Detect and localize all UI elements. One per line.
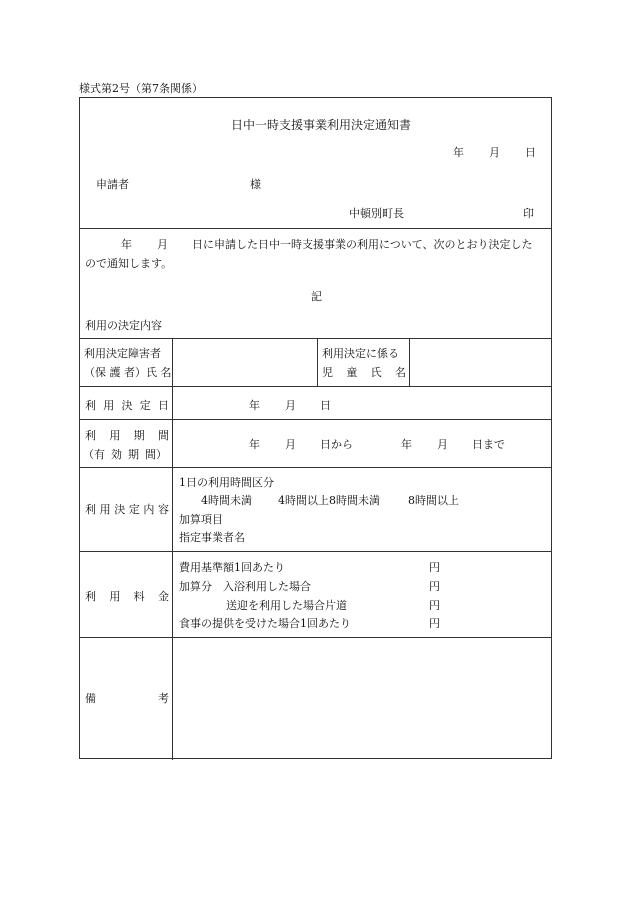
fee-unit: 円	[429, 599, 440, 612]
label-char: 考	[158, 692, 169, 705]
period-day-to: 日まで	[472, 438, 505, 451]
decision-date-day: 日	[320, 399, 331, 412]
decision-date-label	[85, 397, 169, 413]
label-char: 金	[157, 590, 169, 603]
ki-heading: 記	[311, 290, 322, 303]
label-char: 利	[85, 429, 96, 442]
decision-date-year: 年	[249, 399, 260, 412]
child-label-line2	[322, 364, 406, 380]
period-month-from: 月	[285, 438, 296, 451]
form-title: 日中一時支援事業利用決定通知書	[231, 118, 412, 132]
decision-heading: 利用の決定内容	[85, 319, 162, 332]
form-number: 様式第2号（第7条関係）	[79, 82, 203, 95]
notice-year: 年	[121, 238, 132, 251]
label-char: 備	[85, 692, 96, 705]
label-char: 定	[128, 503, 140, 516]
child-label-char: 名	[394, 366, 406, 379]
label-char: 利	[85, 503, 96, 516]
label-char: 利	[85, 590, 96, 603]
fee-item-meal: 食事の提供を受けた場合1回あたり	[179, 617, 351, 630]
issuer-seal: 印	[523, 207, 534, 220]
fee-label	[85, 588, 169, 604]
fee-item-transport: 送迎を利用した場合片道	[226, 599, 347, 612]
divider	[80, 467, 551, 468]
fee-unit: 円	[429, 561, 440, 574]
notice-line1: 日に申請した日中一時支援事業の利用について、次のとおり決定した	[192, 238, 533, 251]
label-char: 用	[109, 429, 121, 442]
label-char: 期	[128, 448, 139, 461]
label-char: 用	[99, 503, 111, 516]
column-divider	[409, 338, 410, 386]
fee-item-base: 費用基準額1回あたり	[179, 561, 285, 574]
label-char: 間）	[145, 448, 167, 461]
applicant-label: 申請者	[96, 178, 129, 191]
label-char: 内	[143, 503, 155, 516]
period-day-from: 日から	[320, 438, 353, 451]
decision-date-month: 月	[285, 399, 296, 412]
remarks-label	[85, 690, 169, 706]
period-label-line2	[83, 446, 167, 462]
time-option-under-4h: 4時間未満	[201, 494, 252, 507]
divider	[80, 551, 551, 552]
label-char: 間	[157, 429, 169, 442]
child-label-char: 児	[322, 366, 333, 379]
period-label-line1	[85, 427, 169, 443]
label-char: 決	[121, 399, 133, 412]
column-divider	[172, 338, 173, 760]
divider	[80, 637, 551, 638]
person-label-line1: 利用決定障害者	[84, 347, 161, 360]
divider	[80, 386, 551, 387]
label-char: 用	[103, 399, 115, 412]
label-char: 容	[157, 503, 169, 516]
time-option-4h-to-8h: 4時間以上8時間未満	[278, 494, 380, 507]
issuer-name: 中頓別町長	[349, 207, 404, 220]
label-char: 決	[114, 503, 126, 516]
divider	[80, 338, 551, 339]
label-char: 利	[85, 399, 96, 412]
header-day: 日	[525, 146, 536, 159]
notice-line2: ので通知します。	[85, 257, 173, 270]
divider	[80, 419, 551, 420]
label-char: 用	[109, 590, 121, 603]
label-char: 効	[111, 448, 122, 461]
child-label-char: 氏	[370, 366, 382, 379]
label-char: 日	[158, 399, 169, 412]
fee-unit: 円	[429, 580, 440, 593]
applicant-honorific: 様	[250, 178, 261, 191]
person-label-line2: （保 護 者）氏 名	[84, 366, 172, 379]
label-char: 定	[139, 399, 151, 412]
label-char: （有	[83, 448, 105, 461]
label-char: 料	[133, 590, 145, 603]
content-label	[85, 501, 169, 517]
time-option-over-8h: 8時間以上	[408, 494, 459, 507]
provider-label: 指定事業者名	[179, 531, 245, 544]
notice-form	[79, 97, 552, 759]
period-month-to: 月	[437, 438, 448, 451]
fee-item-bath: 加算分 入浴利用した場合	[179, 580, 311, 593]
notice-month: 月	[157, 238, 168, 251]
fee-unit: 円	[429, 617, 440, 630]
addition-label: 加算項目	[179, 513, 223, 526]
divider	[80, 228, 551, 229]
period-year-from: 年	[249, 438, 260, 451]
column-divider	[317, 338, 318, 386]
header-year: 年	[453, 146, 464, 159]
period-year-to: 年	[401, 438, 412, 451]
child-label-line1: 利用決定に係る	[322, 347, 399, 360]
header-month: 月	[489, 146, 500, 159]
label-char: 期	[133, 429, 145, 442]
child-label-char: 童	[346, 366, 358, 379]
time-division-label: 1日の利用時間区分	[179, 476, 274, 489]
